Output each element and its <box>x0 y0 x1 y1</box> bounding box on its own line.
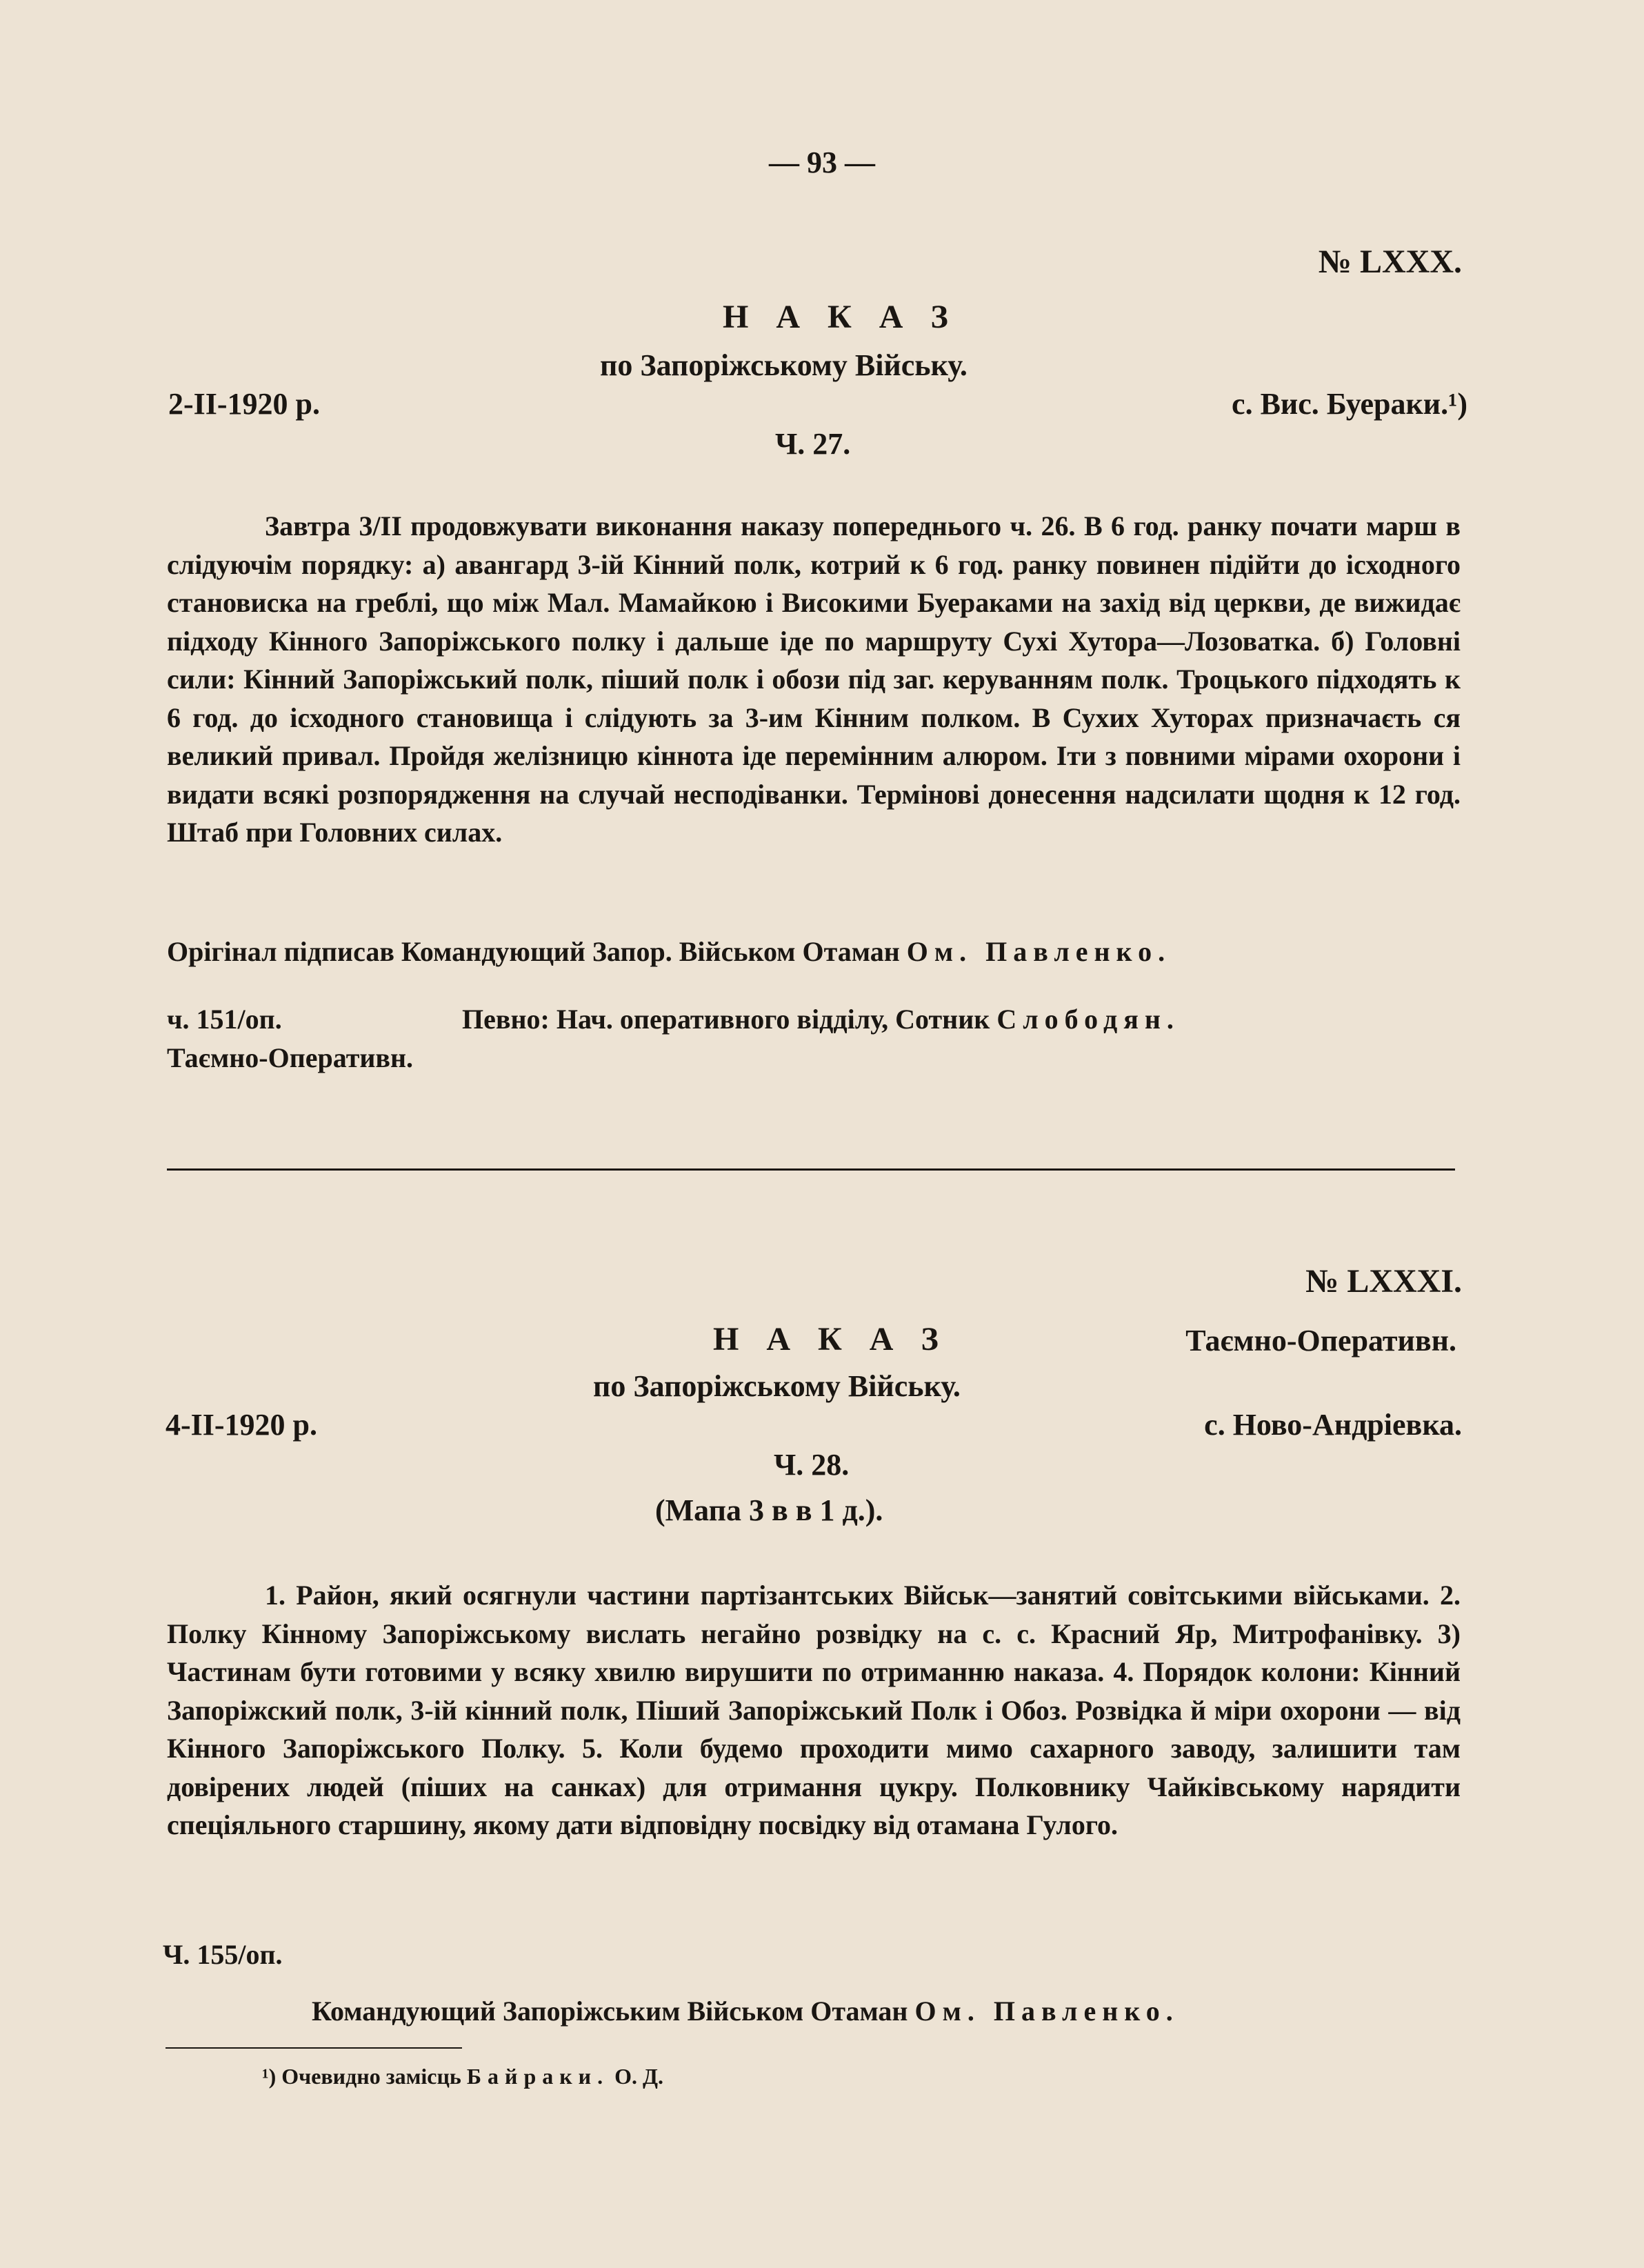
section-divider <box>167 1168 1455 1171</box>
document-place: с. Ново-Андріевка. <box>1204 1408 1462 1442</box>
document-place: с. Вис. Буераки.¹) <box>1232 387 1467 421</box>
document-body <box>167 1576 1461 1844</box>
map-reference: (Мапа 3 в в 1 д.). <box>655 1493 883 1527</box>
classification: Таємно-Оперативн. <box>167 1042 414 1073</box>
classification: Таємно-Оперативн. <box>1185 1324 1456 1357</box>
document-date: 2-II-1920 р. <box>168 387 321 421</box>
document-title: Н А К А З <box>723 299 958 335</box>
document-title: Н А К А З <box>713 1321 948 1357</box>
document-date: 4-II-1920 р. <box>166 1408 318 1442</box>
signature-text: Командующий Запоріжським Військом Отаман <box>312 1996 908 2027</box>
document-part: Ч. 27. <box>775 427 851 461</box>
reference-number: ч. 151/оп. <box>167 1004 282 1035</box>
footnote-initials: О. Д. <box>614 2064 664 2089</box>
certification-line <box>462 1003 1180 1035</box>
footnote-marker: ¹) <box>262 2064 277 2089</box>
document-subtitle: по Запоріжському Війську. <box>593 1369 961 1403</box>
certification-text: Певно: Нач. оперативного відділу, Сотник <box>462 1004 990 1035</box>
reference-number: Ч. 155/оп. <box>163 1939 283 1970</box>
body-paragraph: 1. Район, який осягнули частини партізантських Військ—занятий совітськими військами. 2. Полку Кінному Запоріжському вислать негайно розвідку на с. с. Красний Яр, Митрофанівку. 3) Частинам бути готовими у всяку хвилю вирушити по отриманню наказа. 4. Порядок колони: Кінний Запоріжский полк, 3-ій кінний полк, Піший Запоріжський Полк і Обоз. Розвідка й міри охорони — від Кінного Запоріжського Полку. 5. Коли будемо проходити мимо сахарного заводу, залишити там довірених людей (піших на санках) для отримання цукру. Полковнику Чайківському нарядити спеціяльного старшину, якому дати відповідну посвідку від отамана Гулого. <box>167 1580 1461 1840</box>
page-number: — 93 — <box>769 146 875 179</box>
signature-name: Ом. Павленко. <box>906 936 1172 967</box>
certification-name: Слободян. <box>996 1004 1180 1035</box>
document-subtitle: по Запоріжському Війську. <box>600 348 968 382</box>
document-number: № LXXX. <box>1318 243 1462 280</box>
body-paragraph: Завтра 3/II продовжувати виконання наказу попереднього ч. 26. В 6 год. ранку почати марш в слідуючім порядку: а) авангард 3-ій Кінний полк, котрий к 6 год. ранку повинен підійти до ісходного становиска на греблі, що між Мал. Мамайкою і Високими Буераками на захід від церкви, де вижидає підходу Кінного Запоріжського полку і дальше іде по маршруту Сухі Хутора—Лозоватка. б) Головні сили: Кінний Запоріжський полк, піший полк і обози під заг. керуванням полк. Троцького підходять к 6 год. до ісходного становища і слідують за 3-им Кінним полком. В Сухих Хуторах призначаєть ся великий привал. Пройдя желізницю кіннота іде перемінним алюром. Іти з повними мірами охорони і видати всякі розпорядження на случай несподіванки. Термінові донесення надсилати щодня к 12 год. Штаб при Головних силах. <box>167 510 1461 848</box>
footnote-word: Байраки. <box>466 2064 610 2089</box>
document-number: № LXXXI. <box>1305 1263 1462 1300</box>
signature-text: Орігінал підписав Командующий Запор. Військом Отаман <box>167 936 900 967</box>
footnote <box>262 2064 663 2089</box>
signature-line <box>312 1995 1179 2027</box>
footnote-rule <box>166 2047 462 2049</box>
footnote-text: Очевидно замісць <box>281 2064 461 2089</box>
document-body <box>167 507 1461 852</box>
signature-line <box>167 935 1171 968</box>
signature-name: Ом. Павленко. <box>914 1996 1179 2027</box>
document-part: Ч. 28. <box>774 1448 850 1482</box>
